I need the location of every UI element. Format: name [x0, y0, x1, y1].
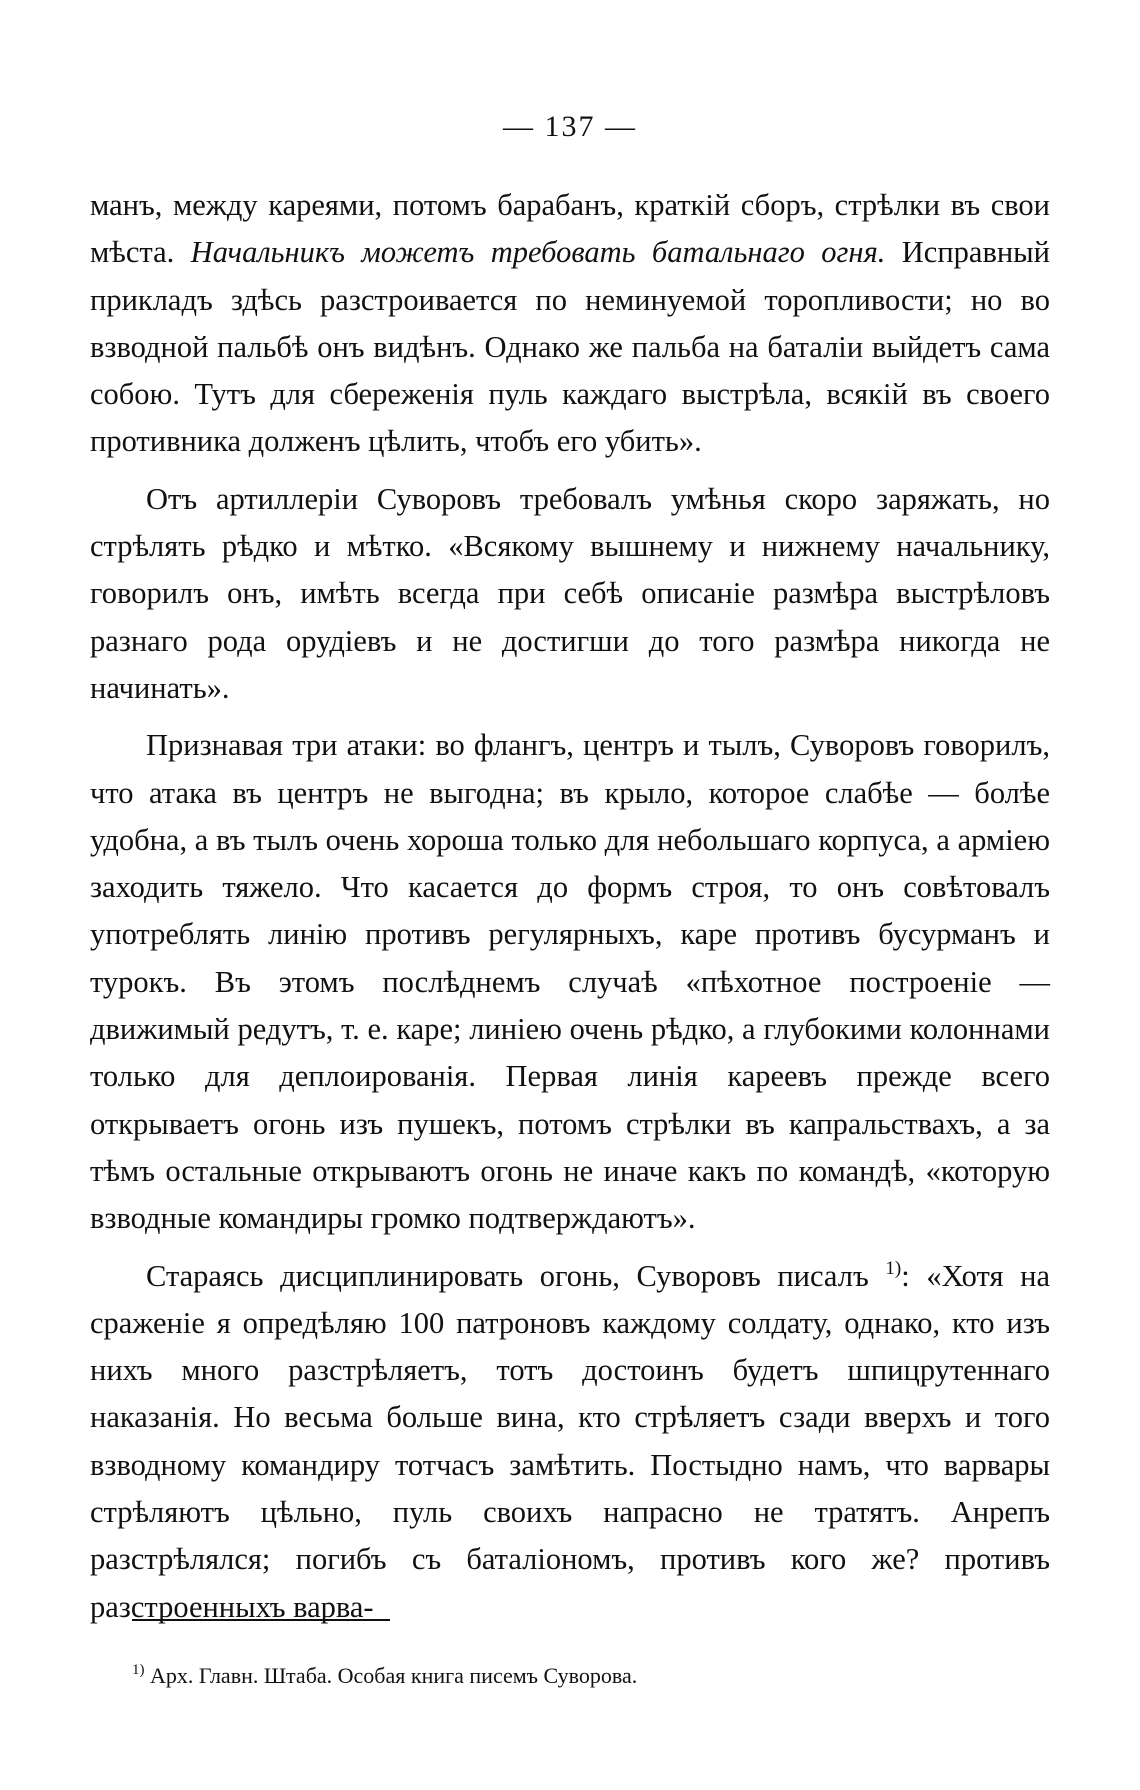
footnote-text: Арх. Главн. Штаба. Особая книга писемъ Суворова.: [144, 1663, 638, 1688]
body-text: [90, 182, 1050, 1631]
paragraph-1: [90, 182, 1050, 466]
paragraph-1-text-a: манъ, между кареями, потомъ барабанъ, краткій сборъ, стрѣлки въ свои мѣста.: [90, 188, 1050, 270]
paragraph-4-text-b: : «Хотя на сраженіе я опредѣляю 100 патроновъ каждому солдату, однако, кто изъ нихъ много разстрѣляетъ, тотъ достоинъ будетъ шпицрутеннаго наказанія. Но весьма больше вина, кто стрѣляетъ сзади вверхъ и того взводному командиру тотчасъ замѣтить. Постыдно намъ, что варвары стрѣляютъ цѣльно, пуль своихъ напрасно не тратятъ. Анрепъ разстрѣлялся; погибъ съ баталіономъ, противъ кого же? противъ разстроенныхъ варва-: [90, 1258, 1050, 1624]
paragraph-4: [90, 1253, 1050, 1631]
paragraph-4-text-a: Стараясь дисциплинировать огонь, Суворовъ писалъ: [146, 1258, 886, 1293]
footnote-rule: [132, 1619, 390, 1621]
footnote: [132, 1661, 1032, 1691]
paragraph-1-text-b: Исправный прикладъ здѣсь разстроивается по неминуемой торопливости; но во взводной пальбѣ онъ видѣнъ. Однако же пальба на баталіи выйдетъ сама собою. Тутъ для сбереженія пуль каждаго выстрѣла, всякій въ своего противника долженъ цѣлить, чтобъ его убить».: [90, 235, 1050, 459]
italic-phrase: Начальникъ можетъ требовать батальнаго огня.: [190, 235, 886, 270]
paragraph-3: Признавая три атаки: во флангъ, центръ и тылъ, Суворовъ говорилъ, что атака въ центръ не выгодна; въ крыло, которое слабѣе — болѣе удобна, а въ тылъ очень хороша только для небольшаго корпуса, а арміею заходить тяжело. Что касается до формъ строя, то онъ совѣтовалъ употреблять линію противъ регулярныхъ, каре противъ бусурманъ и турокъ. Въ этомъ послѣднемъ случаѣ «пѣхотное построеніе — движимый редутъ, т. е. каре; линіею очень рѣдко, а глубокими колоннами только для деплоированія. Первая линія кареевъ прежде всего открываетъ огонь изъ пушекъ, потомъ стрѣлки въ капральствахъ, а за тѣмъ остальные открываютъ огонь не иначе какъ по командѣ, «которую взводные командиры громко подтверждаютъ».: [90, 728, 1050, 1236]
footnote-marker: 1): [132, 1662, 145, 1678]
paragraph-2: Отъ артиллеріи Суворовъ требовалъ умѣнья скоро заряжать, но стрѣлять рѣдко и мѣтко. «Всякому вышнему и нижнему начальнику, говорилъ онъ, имѣть всегда при себѣ описаніе размѣра выстрѣловъ разнаго рода орудіевъ и не достигши до того размѣра никогда не начинать».: [90, 481, 1050, 705]
footnote-reference[interactable]: 1): [885, 1257, 902, 1279]
page-number: — 137 —: [503, 110, 637, 143]
